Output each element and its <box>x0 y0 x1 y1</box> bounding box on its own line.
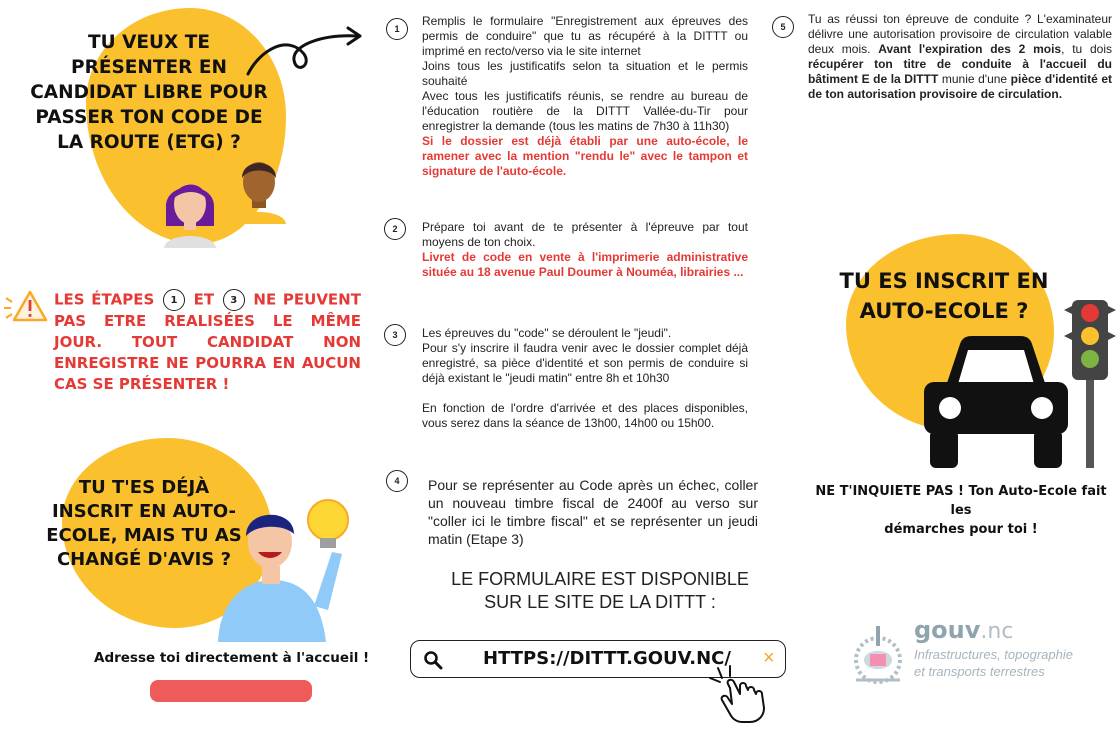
step-number-5: 5 <box>772 16 794 38</box>
step-number-2: 2 <box>384 218 406 240</box>
autoecole-heading-line: TU ES INSCRIT EN <box>839 269 1049 293</box>
step-1-line: Avec tous les justificatifs réunis, se rendre au bureau de l'éducation routière de la DITTT Vallée-du-Tir pour enregistrer la demande (tous les matins de 7h30 à 11h30) <box>422 89 748 133</box>
changed-mind-caption: Adresse toi directement à l'accueil ! <box>94 650 370 666</box>
warning-text-part: LES ÉTAPES <box>54 290 155 309</box>
man-avatar-icon <box>230 150 288 224</box>
step-4-line: Pour se représenter au Code après un échec, coller un nouveau timbre fiscal de 2400f au verso sur "coller ici le timbre fiscal" et se représenter un jeudi matin (Etape 3) <box>428 477 758 547</box>
changed-heading-line: CHANGÉ D'AVIS ? <box>56 549 232 570</box>
step-2-text <box>422 220 748 280</box>
step-1-highlight: Si le dossier est déjà établi par une auto-école, le ramener avec la mention "rendu le" avec le tampon et signature de l'auto-école. <box>422 134 748 178</box>
warning-message <box>54 289 361 395</box>
step-3-line: Pour s'y inscrire il faudra venir avec le dossier complet déjà enregistré, sa pièce d'identité et son permis de conduire si déjà existant le "jeudi matin" entre 8h et 10h30 <box>422 341 748 385</box>
traffic-light-icon <box>1064 296 1116 470</box>
autoecole-caption-line: NE T'INQUIETE PAS ! Ton Auto-Ecole fait les <box>815 484 1107 518</box>
candidate-heading <box>24 30 274 155</box>
curly-arrow-icon <box>240 20 366 80</box>
candidate-heading-line: TU VEUX TE <box>87 32 211 53</box>
gouv-nc-emblem-icon <box>848 620 910 686</box>
step-5-bold: récupérer ton titre de conduite à l'accueil du bâtiment E de la DITTT <box>808 57 1112 86</box>
step-5-bold: pièce d'identité et de ton autorisation provisoire de circulation. <box>808 72 1112 101</box>
logo-subtitle-line: Infrastructures, topographie <box>914 647 1073 662</box>
step-number-1: 1 <box>386 18 408 40</box>
changed-heading-line: INSCRIT EN AUTO- <box>51 501 237 522</box>
step-5-text-part: munie d'une <box>938 72 1011 86</box>
close-icon[interactable]: × <box>763 647 775 669</box>
autoecole-heading-line: AUTO-ECOLE ? <box>859 299 1029 323</box>
logo-subtitle-line: et transports terrestres <box>914 664 1045 679</box>
pointing-hand-click-icon <box>708 664 770 724</box>
form-notice-line: LE FORMULAIRE EST DISPONIBLE <box>451 569 749 589</box>
step-5-text-part: Tu as réussi ton épreuve de conduite ? L'examinateur délivre une autorisation provisoire de circulation valable deux mois. <box>808 12 1112 56</box>
step-1-text <box>422 14 748 179</box>
step-ref-circle: 1 <box>163 289 185 311</box>
gouv-brand: gouv <box>914 616 981 644</box>
step-3-line: En fonction de l'ordre d'arrivée et des places disponibles, vous serez dans la séance de 13h00, 14h00 ou 15h00. <box>422 401 748 430</box>
step-5-bold: Avant l'expiration des 2 mois <box>878 42 1062 56</box>
website-url[interactable]: HTTPS://DITTT.GOUV.NC/ <box>483 648 731 669</box>
form-notice-line: SUR LE SITE DE LA DITTT : <box>484 592 716 612</box>
changed-heading-line: ECOLE, MAIS TU AS <box>46 525 242 546</box>
search-icon <box>423 650 443 670</box>
candidate-heading-line: PRÉSENTER EN <box>71 57 227 78</box>
candidate-heading-line: CANDIDAT LIBRE POUR <box>30 82 268 103</box>
step-2-line: Prépare toi avant de te présenter à l'épreuve par tout moyens de ton choix. <box>422 220 748 249</box>
step-number-4: 4 <box>386 470 408 492</box>
nc-brand: .nc <box>980 619 1014 644</box>
step-2-highlight: Livret de code en vente à l'imprimerie administrative située au 18 avenue Paul Doumer à Nouméa, librairies ... <box>422 250 748 279</box>
step-ref-circle: 3 <box>223 289 245 311</box>
form-notice <box>410 568 790 614</box>
woman-avatar-icon <box>160 168 220 248</box>
warning-text-and: ET <box>193 290 215 309</box>
gouv-nc-logo <box>914 616 1013 644</box>
car-icon <box>920 330 1072 470</box>
step-4-text <box>428 476 758 548</box>
step-5-text <box>808 12 1112 102</box>
candidate-heading-line: PASSER TON CODE DE <box>35 107 263 128</box>
autoecole-caption <box>806 482 1116 539</box>
changed-heading-line: TU T'ES DÉJÀ <box>78 477 210 498</box>
candidate-heading-line: LA ROUTE (ETG) ? <box>57 132 241 153</box>
step-5-text-part: , tu dois <box>1061 42 1113 56</box>
step-3-line: Les épreuves du "code" se déroulent le "jeudi". <box>422 326 672 340</box>
step-1-line: Remplis le formulaire "Enregistrement aux épreuves des permis de conduire" que tu as récupéré à la DITTT ou imprimé en recto/verso via le site internet <box>422 14 748 58</box>
step-3-text <box>422 326 748 431</box>
pink-underline-bar <box>150 680 312 702</box>
warning-icon <box>4 286 50 326</box>
man-with-lightbulb-icon <box>210 496 360 642</box>
logo-subtitle <box>914 646 1073 680</box>
step-1-line: Joins tous les justificatifs selon ta situation et le permis souhaité <box>422 59 748 88</box>
step-3-spacer <box>422 386 748 401</box>
step-number-3: 3 <box>384 324 406 346</box>
autoecole-caption-line: démarches pour toi ! <box>884 522 1038 537</box>
warning-text-part: NE PEUVENT PAS ETRE REALISÉES LE MÊME JOUR. TOUT CANDIDAT NON ENREGISTRE NE POURRA EN AUCUN CAS SE PRÉSENTER ! <box>54 290 361 393</box>
autoecole-heading <box>834 266 1054 326</box>
